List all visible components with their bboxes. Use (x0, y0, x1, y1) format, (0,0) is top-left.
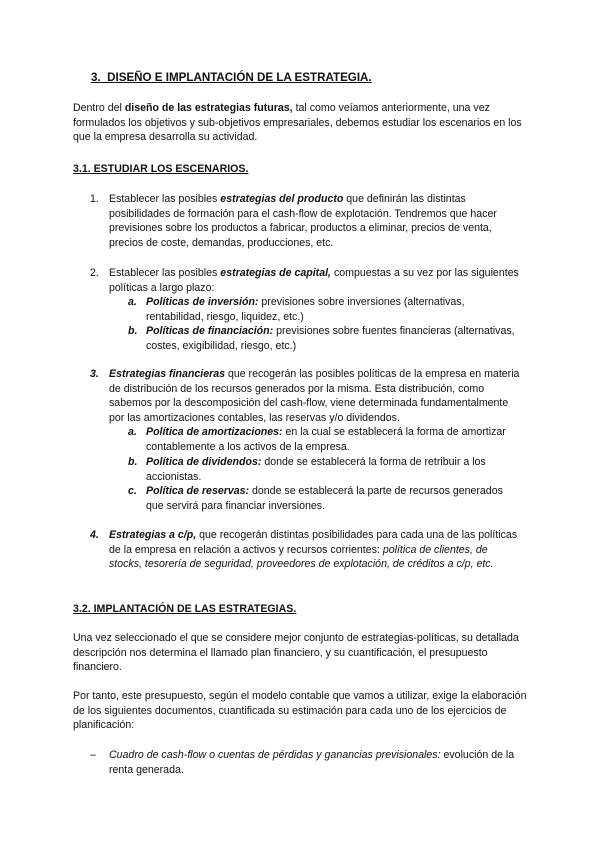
section-3-2-title: 3.2. IMPLANTACIÓN DE LAS ESTRATEGIAS. (73, 603, 297, 615)
item-2a-text (146, 295, 522, 324)
item-3-post: que recogerán las posibles políticas de la empresa en materia de distribución de los recursos generados por la misma. Esta distribución, como sabemos por la descomposición del cash-flow, viene determinada fundamentalmente por las amortizaciones contables, las reservas y/o dividendos. (109, 368, 520, 424)
item-1-text (109, 192, 521, 250)
item-2-pre: Establecer las posibles (109, 267, 221, 279)
item-2-number: 2. (90, 267, 99, 279)
heading (91, 71, 372, 86)
item-4-post: que recogerán distintas posibilidades para cada una de las políticas de la empresa en relación a activos y recursos corrientes: (109, 529, 518, 556)
item-2-text (109, 266, 521, 295)
item-3-bold: Estrategias financieras (109, 368, 225, 380)
item-3a-text (146, 425, 522, 454)
section-3-1-title: 3.1. ESTUDIAR LOS ESCENARIOS. (73, 163, 249, 175)
bullet-body: evolución de la renta generada. (109, 749, 515, 776)
item-1-bold: estrategias del producto (220, 193, 344, 205)
item-1-number: 1. (90, 193, 99, 205)
item-3c-bold: Política de reservas: (146, 485, 250, 497)
item-3-text (109, 367, 521, 425)
item-4-number: 4. (90, 529, 99, 541)
section-3-2-paragraph-1: Una vez seleccionado el que se considere mejor conjunto de estrategias-políticas, su detallada descripción nos determina el llamado plan financiero, y su cuantificación, el presupuesto financiero. (73, 632, 519, 674)
intro-paragraph (73, 101, 531, 145)
item-2a-bold: Políticas de inversión: (146, 296, 259, 308)
item-3c-letter: c. (128, 485, 137, 497)
item-3b-bold: Política de dividendos: (146, 456, 262, 468)
item-2-post: compuestas a su vez por las siguientes políticas a largo plazo: (109, 267, 519, 294)
item-2-bold: estrategias de capital, (220, 267, 331, 279)
section-3-2-paragraph-2: Por tanto, este presupuesto, según el modelo contable que vamos a utilizar, exige la elaboración de los siguientes documentos, cuantificada su estimación para cada uno de los ejercicios de planificación: (73, 690, 527, 732)
item-3a-letter: a. (128, 426, 137, 438)
item-2b-letter: b. (128, 325, 138, 337)
item-3c-body: donde se establecerá la parte de recursos generados que servirá para financiar inversiones. (146, 485, 503, 512)
item-3a-body: en la cual se establecerá la forma de amortizar contablemente a los activos de la empresa. (146, 426, 506, 453)
item-4-text (109, 528, 521, 572)
item-1-pre: Establecer las posibles (109, 193, 221, 205)
item-3-number: 3. (90, 368, 99, 380)
item-2a-letter: a. (128, 296, 137, 308)
bullet-italic: Cuadro de cash-flow o cuentas de pérdidas y ganancias previsionales: (109, 749, 441, 761)
item-2b-text (146, 324, 522, 353)
item-4-italic: política de clientes, de stocks, tesorería de seguridad, proveedores de explotación, de créditos a c/p, etc. (109, 543, 494, 571)
item-3a-bold: Política de amortizaciones: (146, 426, 283, 438)
bullet-dash: – (90, 749, 96, 761)
item-4-bold: Estrategias a c/p, (109, 529, 197, 541)
item-3b-text (146, 455, 522, 484)
item-3b-letter: b. (128, 456, 138, 468)
item-2b-bold: Políticas de financiación: (146, 325, 274, 337)
bullet-text (109, 748, 521, 777)
intro-bold: diseño de las estrategias futuras, (124, 102, 293, 114)
item-3c-text (146, 484, 522, 513)
intro-pre: Dentro del (73, 102, 125, 114)
item-1-post: que definirán las distintas posibilidades de formación para el cash-flow de explotación. Tendremos que hacer previsiones sobre los productos a fabricar, productos a eliminar, precios de venta, precios de coste, demandas, producciones, etc. (109, 193, 497, 249)
heading-title: DISEÑO E IMPLANTACIÓN DE LA ESTRATEGIA. (107, 71, 372, 84)
item-3b-body: donde se establecerá la forma de retribuir a los accionistas. (146, 456, 486, 483)
intro-post: tal como veíamos anteriormente, una vez formulados los objetivos y sub-objetivos empresariales, debemos estudiar los escenarios en los que la empresa desarrolla su actividad. (73, 102, 522, 144)
item-2a-body: previsiones sobre inversiones (alternativas, rentabilidad, riesgo, liquidez, etc.) (146, 296, 465, 323)
item-2b-body: previsiones sobre fuentes financieras (alternativas, costes, exigibilidad, riesgo, etc.) (146, 325, 515, 352)
heading-number: 3. (91, 71, 101, 84)
